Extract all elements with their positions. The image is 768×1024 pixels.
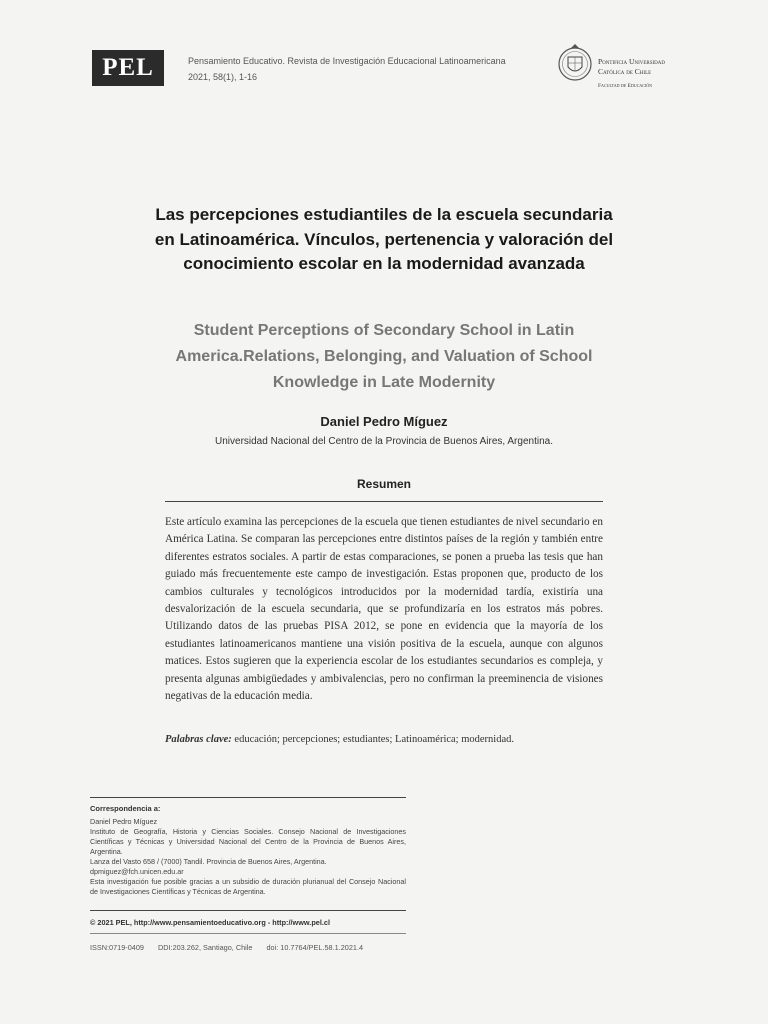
journal-logo	[92, 50, 164, 86]
correspondence-address: Lanza del Vasto 658 / (7000) Tandil. Provincia de Buenos Aires, Argentina.	[90, 857, 327, 866]
article-title-spanish: Las percepciones estudiantiles de la escuela secundaria en Latinoamérica. Vínculos, pertenencia y valoración del conocimiento escolar en la modernidad avanzada	[154, 205, 614, 273]
publication-identifiers	[90, 943, 377, 952]
copyright-rule	[90, 910, 406, 911]
abstract-body: Este artículo examina las percepciones de la escuela que tienen estudiantes de nivel secundario en América Latina. Se comparan las percepciones entre distintos países de la región y también entre diferentes estratos sociales. A partir de estas comparaciones, se ponen a prueba las tesis que han guiado más frecuentemente este campo de investigación. Estas proponen que, producto de los cambios culturales y tecnológicos introducidos por la modernidad tardía, existiría una desvalorización de la escuela secundaria, que se profundizaría en los estratos más pobres. Utilizando datos de las pruebas PISA 2012, se pone en evidencia que la mayoría de los estudiantes latinoamericanos mantiene una visión positiva de la escuela, aunque con algunos matices. Estos sugieren que la experiencia escolar de los estudiantes secundarios es compleja, y presenta algunas ambigüedades y ambivalencias, pero no confirman la preeminencia de visiones negativas de la educación media.	[165, 516, 603, 703]
correspondence-heading: Correspondencia a:	[90, 804, 161, 813]
university-line-1: Pontificia Universidad	[598, 57, 666, 66]
issn: ISSN:0719-0409	[90, 943, 144, 952]
abstract-heading: Resumen	[356, 477, 412, 491]
author-name: Daniel Pedro Míguez	[320, 414, 448, 429]
correspondence-email[interactable]: dpmiguez@fch.unicen.edu.ar	[90, 867, 184, 876]
issn-rule	[90, 933, 406, 934]
journal-info	[188, 53, 506, 85]
ddi: DDI:203.262, Santiago, Chile	[157, 943, 253, 952]
footer-top-rule	[90, 797, 406, 798]
copyright-line[interactable]: © 2021 PEL, http://www.pensamientoeducativo.org - http://www.pel.cl	[90, 918, 330, 927]
journal-title: Pensamiento Educativo. Revista de Investigación Educacional Latinoamericana	[188, 56, 506, 66]
university-seal-icon	[557, 40, 593, 88]
correspondence-block	[90, 817, 406, 897]
doi[interactable]: doi: 10.7764/PEL.58.1.2021.4	[266, 943, 364, 952]
keywords	[165, 734, 603, 745]
article-title-english: Student Perceptions of Secondary School in Latin America.Relations, Belonging, and Valuation of School Knowledge in Late Modernity	[175, 322, 593, 391]
abstract-top-rule	[165, 501, 603, 502]
university-line-2: Católica de Chile	[598, 66, 652, 76]
university-name	[598, 57, 665, 92]
correspondence-name: Daniel Pedro Míguez	[90, 817, 158, 826]
keywords-label: Palabras clave:	[165, 734, 232, 745]
journal-logo-text: PEL	[102, 54, 154, 81]
correspondence-institution: Instituto de Geografía, Historia y Ciencias Sociales. Consejo Nacional de Investigaciones Científicas y Técnicas y Universidad Nacional del Centro de la Provincia de Buenos Aires, Argentina.	[90, 827, 406, 856]
author-affiliation: Universidad Nacional del Centro de la Provincia de Buenos Aires, Argentina.	[215, 436, 553, 447]
journal-issue: 2021, 58(1), 1-16	[188, 72, 258, 82]
keywords-list: educación; percepciones; estudiantes; Latinoamérica; modernidad.	[231, 734, 514, 745]
funding-note: Esta investigación fue posible gracias a un subsidio de duración plurianual del Consejo Nacional de Investigaciones Científicas y Técnicas de Argentina.	[90, 877, 406, 896]
faculty-name: Facultad de Educación	[598, 83, 653, 89]
